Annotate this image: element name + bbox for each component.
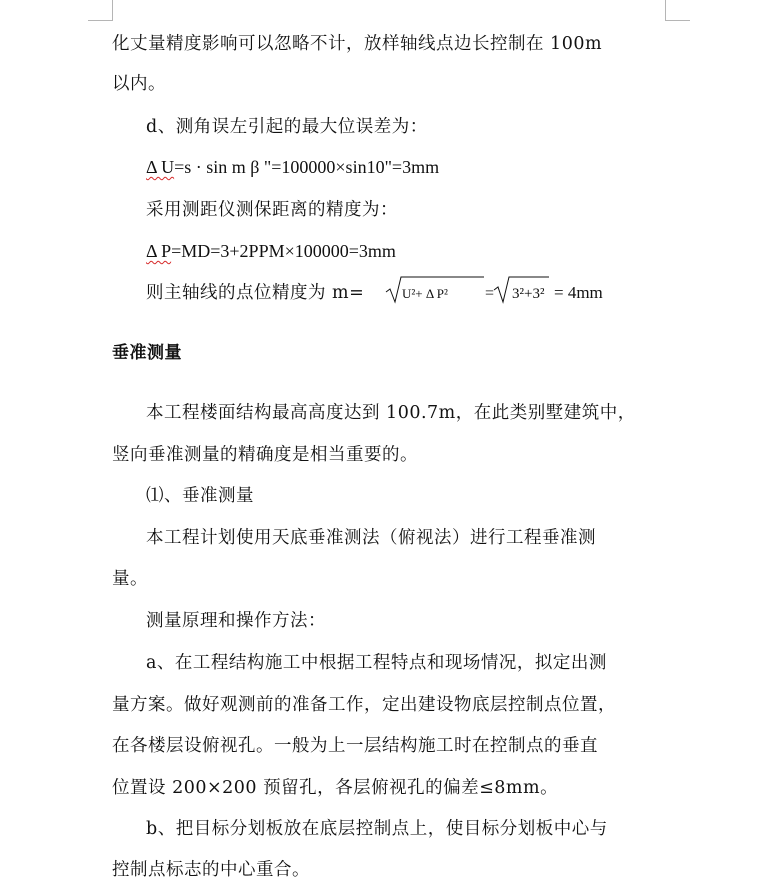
text-line: 化丈量精度影响可以忽略不计，放样轴线点边长控制在 100m: [112, 34, 603, 54]
section-heading: 垂准测量: [112, 343, 182, 363]
spellcheck-underlined-text: Δ P: [146, 241, 172, 261]
radicand-left: U²+ Δ P²: [402, 286, 448, 301]
paragraph-line: 竖向垂准测量的精确度是相当重要的。: [112, 445, 418, 465]
formula-text: =MD=3+2PPM×100000=3mm: [171, 241, 396, 261]
formula-line-p: [146, 240, 396, 262]
spellcheck-underlined-text: Δ U: [146, 157, 175, 177]
paragraph-line: 本工程计划使用天底垂准测法（俯视法）进行工程垂准测: [146, 528, 596, 548]
equals-sign: =: [485, 285, 495, 302]
crop-mark-right: [665, 0, 690, 21]
radicand-right: 3²+3²: [512, 286, 545, 302]
paragraph-line: 本工程楼面结构最高高度达到 100.7m，在此类别墅建筑中，: [146, 403, 636, 423]
formula-result: = 4mm: [554, 283, 603, 302]
formula-line-u: [146, 156, 439, 178]
formula-text: =s · sin m β "=100000×sin10"=3mm: [174, 157, 440, 177]
text-line: 以内。: [112, 74, 166, 94]
paragraph-line: 测量原理和操作方法：: [146, 611, 326, 631]
paragraph-line: 位置设 200×200 预留孔，各层俯视孔的偏差≤8mm。: [112, 778, 559, 798]
paragraph-line: ⑴、垂准测量: [146, 486, 254, 506]
text-line: 则主轴线的点位精度为 m=: [146, 283, 365, 303]
sqrt-formula: [384, 274, 624, 308]
crop-mark-left: [88, 0, 113, 21]
paragraph-line: a、在工程结构施工中根据工程特点和现场情况，拟定出测: [146, 653, 607, 673]
paragraph-line: 量。: [112, 569, 148, 589]
paragraph-line: 控制点标志的中心重合。: [112, 860, 310, 880]
paragraph-line: 在各楼层设俯视孔。一般为上一层结构施工时在控制点的垂直: [112, 736, 598, 756]
text-line: 采用测距仪测保距离的精度为：: [146, 200, 398, 220]
paragraph-line: b、把目标分划板放在底层控制点上，使目标分划板中心与: [146, 819, 608, 839]
paragraph-line: 量方案。做好观测前的准备工作，定出建设物底层控制点位置，: [112, 695, 616, 715]
text-line: d、测角误左引起的最大位误差为：: [146, 117, 428, 137]
